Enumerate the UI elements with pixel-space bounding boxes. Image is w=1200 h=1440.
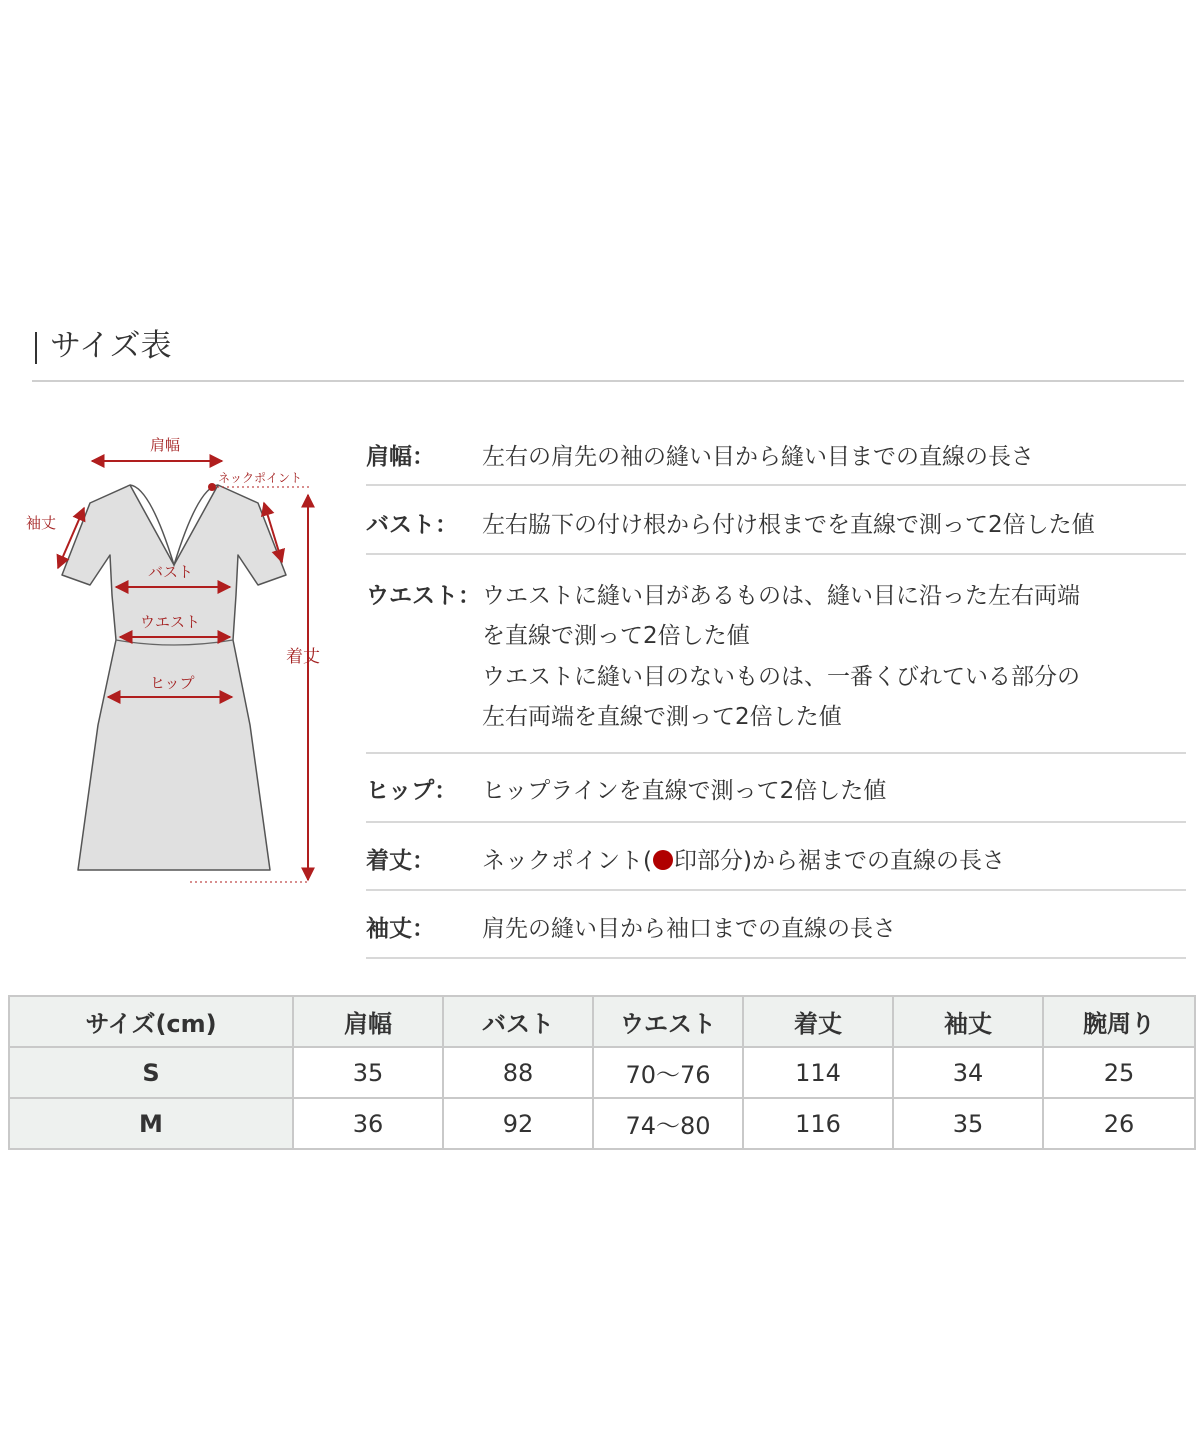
header-length: 着丈: [743, 996, 893, 1047]
definition-waist: [366, 555, 1186, 754]
title-accent-bar: [35, 332, 37, 364]
table-cell: 26: [1043, 1098, 1195, 1149]
table-cell: 34: [893, 1047, 1043, 1098]
section-header: [32, 322, 1184, 382]
definition-text-line-4: 左右両端を直線で測って2倍した値: [482, 704, 842, 730]
label-shoulder: 肩幅: [150, 436, 181, 454]
table-row: [9, 1047, 1195, 1098]
table-cell: 116: [743, 1098, 893, 1149]
neck-point-marker-icon: [653, 850, 673, 870]
definition-term: ヒップ：: [366, 778, 458, 804]
definition-bust: [366, 486, 1186, 555]
definition-text: 肩先の縫い目から袖口までの直線の長さ: [482, 916, 896, 942]
definition-sleeve: [366, 891, 1186, 959]
garment-diagram: [20, 425, 350, 895]
table-cell: 88: [443, 1047, 593, 1098]
header-waist: ウエスト: [593, 996, 743, 1047]
label-bust: バスト: [148, 563, 194, 581]
table-cell: 70～76: [593, 1047, 743, 1098]
page-title: サイズ表: [50, 328, 172, 364]
header-shoulder: 肩幅: [293, 996, 443, 1047]
label-hip: ヒップ: [150, 674, 195, 692]
table-cell: 114: [743, 1047, 893, 1098]
table-row: [9, 1098, 1195, 1149]
table-cell: 74～80: [593, 1098, 743, 1149]
table-cell: 35: [293, 1047, 443, 1098]
definition-term: 袖丈：: [366, 916, 435, 942]
header-bust: バスト: [443, 996, 593, 1047]
header-sleeve: 袖丈: [893, 996, 1043, 1047]
label-sleeve: 袖丈: [26, 514, 57, 532]
definition-text-line-3: ウエストに縫い目のないものは、一番くびれている部分の: [482, 664, 1080, 690]
definition-length: [366, 823, 1186, 891]
measurement-definitions: [366, 420, 1186, 959]
definition-text-before-dot: ネックポイント(: [482, 848, 652, 874]
definition-text-after-dot: 印部分)から裾までの直線の長さ: [673, 848, 1005, 874]
header-arm: 腕周り: [1043, 996, 1195, 1047]
definition-text: ヒップラインを直線で測って2倍した値: [482, 778, 887, 804]
definition-text: 左右脇下の付け根から付け根までを直線で測って2倍した値: [482, 512, 1095, 538]
header-size: サイズ(cm): [9, 996, 293, 1047]
definition-text: [482, 842, 1005, 875]
size-table: [8, 995, 1196, 1150]
size-table-header-row: [9, 996, 1195, 1047]
table-cell: 25: [1043, 1047, 1195, 1098]
definition-shoulder: [366, 420, 1186, 486]
label-neck-point: ネックポイント: [218, 471, 303, 485]
definition-term: バスト：: [366, 512, 458, 538]
definition-text-line-1: ウエストに縫い目があるものは、縫い目に沿った左右両端: [482, 583, 1080, 609]
table-cell: 35: [893, 1098, 1043, 1149]
definition-text: 左右の肩先の袖の縫い目から縫い目までの直線の長さ: [482, 444, 1034, 470]
size-label: M: [9, 1098, 293, 1149]
definition-hip: [366, 754, 1186, 823]
table-cell: 36: [293, 1098, 443, 1149]
table-cell: 92: [443, 1098, 593, 1149]
definition-term: 肩幅：: [366, 444, 435, 470]
definition-term: 着丈：: [366, 848, 435, 874]
label-waist: ウエスト: [140, 613, 201, 631]
size-label: S: [9, 1047, 293, 1098]
definition-term: ウエスト：: [366, 583, 481, 609]
label-length: 着丈: [286, 647, 320, 667]
definition-text-line-2: を直線で測って2倍した値: [482, 623, 750, 649]
